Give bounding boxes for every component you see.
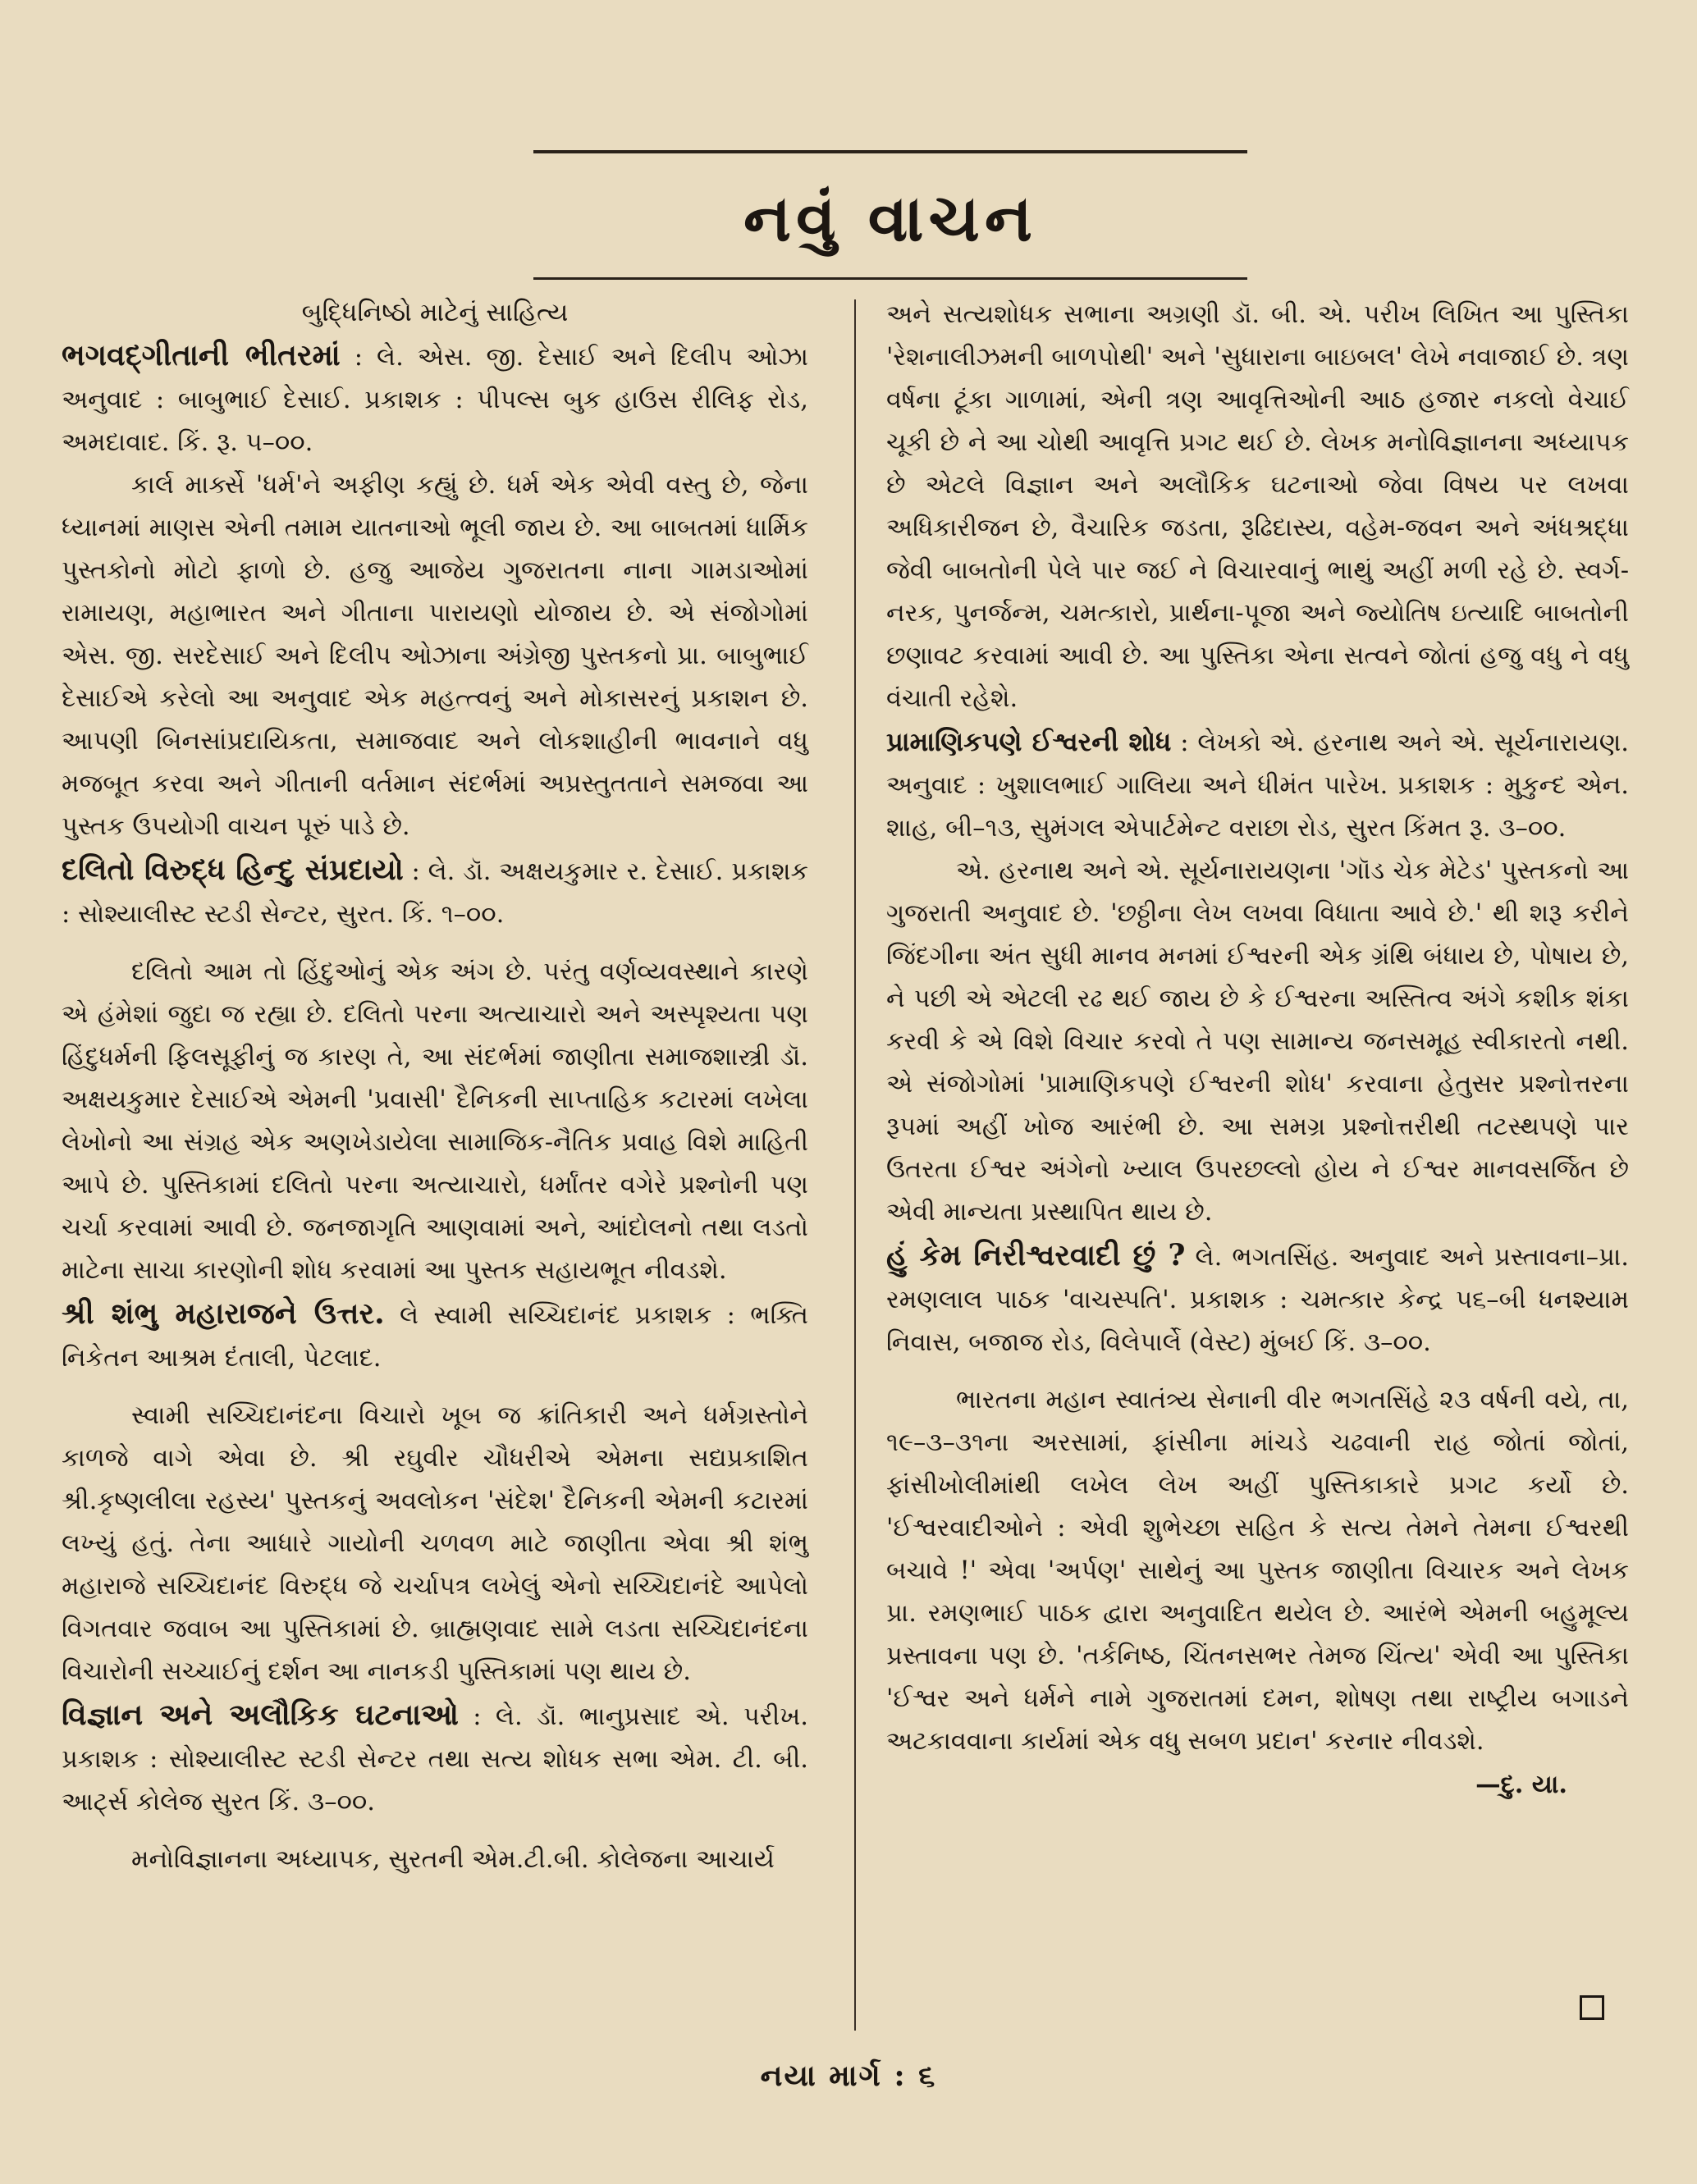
book-details: : લે. એસ. જી. દેસાઈ અને દિલીપ ઓઝા અનુવાદ : બાબુભાઈ દેસાઈ. પ્રકાશક : પીપલ્સ બુક હાઉસ રીલિફ રોડ, અમદાવાદ. કિં. રૂ. ૫–૦૦.: [62, 343, 809, 457]
book-title: હું કેમ નિરીશ્વરવાદી છું ?: [886, 1238, 1186, 1272]
reviewer-signature: —દુ. યા.: [1475, 1770, 1567, 1799]
book-review: કાર્લ માર્ક્સે 'ધર્મ'ને અફીણ કહ્યું છે. ધર્મ એક એવી વસ્તુ છે, જેના ધ્યાનમાં માણસ એની તમામ યાતનાઓ ભૂલી જાય છે. આ બાબતમાં ધાર્મિક પુસ્તકોનો મોટો ફાળો છે. હજુ આજેય ગુજરાતના નાના ગામડાઓમાં રામાયણ, મહાભારત અને ગીતાના પારાયણો યોજાય છે. એ સંજોગોમાં એસ. જી. સરદેસાઈ અને દિલીપ ઓઝાના અંગ્રેજી પુસ્તકનો પ્રા. બાબુભાઈ દેસાઈએ કરેલો આ અનુવાદ એક મહત્ત્વનું અને મોકાસરનું પ્રકાશન છે. આપણી બિનસાંપ્રદાયિકતા, સમાજવાદ અને લોકશાહીની ભાવનાને વધુ મજબૂત કરવા અને ગીતાની વર્તમાન સંદર્ભમાં અપ્રસ્તુતતાને સમજવા આ પુસ્તક ઉપયોગી વાચન પૂરું પાડે છે.: [62, 471, 808, 841]
book-details: : લેખકો એ. હરનાથ અને એ. સૂર્યનારાયણ. અનુવાદ : ખુશાલભાઈ ગાલિયા અને ધીમંત પારેખ. પ્રકાશક : મુકુન્દ એન. શાહ, બી–૧૩, સુમંગલ એપાર્ટમેન્ટ વરાછા રોડ, સુરત કિંમત રૂ. ૩–૦૦.: [886, 729, 1629, 843]
page-title: નવું વાચન: [743, 181, 1038, 256]
book-details: લે સ્વામી સચ્ચિદાનંદ પ્રકાશક : ભક્તિ નિકેતન આશ્રમ દંતાલી, પેટલાદ.: [62, 1301, 808, 1373]
book-title: વિજ્ઞાન અને અલૌકિક ઘટનાઓ: [62, 1697, 459, 1732]
masthead-top-rule: [533, 150, 1247, 153]
book-entry-dalito: [62, 848, 808, 936]
right-column: [886, 294, 1629, 1806]
book-review: દલિતો આમ તો હિંદુઓનું એક અંગ છે. પરંતુ વર્ણવ્યવસ્થાને કારણે એ હંમેશાં જુદા જ રહ્યા છે. દલિતો પરના અત્યાચારો અને અસ્પૃશ્યતા પણ હિંદુધર્મની ફિલસૂફીનું જ કારણ તે, આ સંદર્ભમાં જાણીતા સમાજશાસ્ત્રી ડૉ. અક્ષયકુમાર દેસાઈએ એમની 'પ્રવાસી' દૈનિકની સાપ્તાહિક કટારમાં લખેલા લેખોનો આ સંગ્રહ એક અણખેડાયેલા સામાજિક-નૈતિક પ્રવાહ વિશે માહિતી આપે છે. પુસ્તિકામાં દલિતો પરના અત્યાચારો, ધર્માંતર વગેરે પ્રશ્નોની પણ ચર્ચા કરવામાં આવી છે. જનજાગૃતિ આણવામાં અને, આંદોલનો તથા લડતો માટેના સાચા કારણોની શોધ કરવામાં આ પુસ્તક સહાયભૂત નીવડશે.: [62, 957, 808, 1285]
book-review-continued: અને સત્યશોધક સભાના અગ્રણી ડૉ. બી. એ. પરીખ લિખિત આ પુસ્તિકા 'રેશનાલીઝમની બાળપોથી' અને 'સુધારાના બાઇબલ' લેખે નવાજાઈ છે. ત્રણ વર્ષના ટૂંકા ગાળામાં, એની ત્રણ આવૃત્તિઓની આઠ હજાર નકલો વેચાઈ ચૂકી છે ને આ ચોથી આવૃત્તિ પ્રગટ થઈ છે. લેખક મનોવિજ્ઞાનના અધ્યાપક છે એટલે વિજ્ઞાન અને અલૌકિક ઘટનાઓ જેવા વિષય પર લખવા અધિકારીજન છે, વૈચારિક જડતા, રૂઢિદાસ્ય, વહેમ-જવન અને અંધશ્રદ્ધા જેવી બાબતોની પેલે પાર જઈ ને વિચારવાનું ભાથું અહીં મળી રહે છે. સ્વર્ગ-નરક, પુનર્જન્મ, ચમત્કારો, પ્રાર્થના-પૂજા અને જ્યોતિષ ઇત્યાદિ બાબતોની છણાવટ કરવામાં આવી છે. આ પુસ્તિકા એના સત્વને જોતાં હજુ વધુ ને વધુ વંચાતી રહેશે.: [886, 300, 1629, 713]
masthead-bottom-rule: [533, 277, 1247, 280]
end-mark-square: [1580, 1995, 1604, 2020]
book-entry-shambhu-maharaj: [62, 1292, 808, 1380]
book-review: એ. હરનાથ અને એ. સૂર્યનારાયણના 'ગૉડ ચેક મેટેડ' પુસ્તકનો આ ગુજરાતી અનુવાદ છે. 'છઠ્ઠીના લેખ લખવા વિધાતા આવે છે.' થી શરૂ કરીને જિંદગીના અંત સુધી માનવ મનમાં ઈશ્વરની એક ગ્રંથિ બંધાય છે, પોષાય છે, ને પછી એ એટલી રઢ થઈ જાય છે કે ઈશ્વરના અસ્તિત્વ અંગે કશીક શંકા કરવી કે એ વિશે વિચાર કરવો તે પણ સામાન્ય જનસમૂહ સ્વીકારતો નથી. એ સંજોગોમાં 'પ્રામાણિકપણે ઈશ્વરની શોધ' કરવાના હેતુસર પ્રશ્નોત્તરના રૂપમાં અહીં ખોજ આરંભી છે. આ સમગ્ર પ્રશ્નોત્તરીથી તટસ્થપણે પાર ઉતરતા ઈશ્વર અંગેનો ખ્યાલ ઉપરછલ્લો હોય ને ઈશ્વર માનવસર્જિત છે એવી માન્યતા પ્રસ્થાપિત થાય છે.: [886, 857, 1629, 1227]
book-review: મનોવિજ્ઞાનના અધ્યાપક, સુરતની એમ.ટી.બી. કોલેજના આચાર્ય: [131, 1845, 775, 1874]
book-details: : લે. ડૉ. ભાનુપ્રસાદ એ. પરીખ. પ્રકાશક : સોશ્યાલીસ્ટ સ્ટડી સેન્ટર તથા સત્ય શોધક સભા એમ. ટી. બી. આર્ટ્સ કોલેજ સુરત કિં. ૩–૦૦.: [62, 1702, 808, 1816]
book-entry-vigyan: [62, 1693, 808, 1824]
book-entry-nirishwarvadi: [886, 1234, 1629, 1364]
book-title: ભગવદ્ગીતાની ભીતરમાં: [62, 338, 341, 372]
book-details: લે. ભગતસિંહ. અનુવાદ અને પ્રસ્તાવના–પ્રા. રમણલાલ પાઠક 'વાચસ્પતિ'. પ્રકાશક : ચમત્કાર કેન્દ્ર ૫૬–બી ધનશ્યામ નિવાસ, બજાજ રોડ, વિલેપાર્લે (વેસ્ટ) મુંબઈ કિં. ૩–૦૦.: [886, 1243, 1629, 1357]
book-title: પ્રામાણિકપણે ઈશ્વરની શોધ: [886, 726, 1172, 757]
book-details: : લે. ડૉ. અક્ષયકુમાર ર. દેસાઈ. પ્રકાશક : સોશ્યાલીસ્ટ સ્ટડી સેન્ટર, સુરત. કિં. ૧–૦૦.: [62, 857, 808, 929]
book-title: શ્રી શંભુ મહારાજને ઉત્તર.: [62, 1296, 385, 1331]
book-review: સ્વામી સચ્ચિદાનંદના વિચારો ખૂબ જ ક્રાંતિકારી અને ધર્મગ્રસ્તોને કાળજે વાગે એવા છે. શ્રી રઘુવીર ચૌધરીએ એમના સદ્યપ્રકાશિત શ્રી.કૃષ્ણલીલા રહસ્ય' પુસ્તકનું અવલોકન 'સંદેશ' દૈનિકની એમની કટારમાં લખ્યું હતું. તેના આધારે ગાયોની ચળવળ માટે જાણીતા એવા શ્રી શંભુ મહારાજે સચ્ચિદાનંદ વિરુદ્ધ જે ચર્ચાપત્ર લખેલું એનો સચ્ચિદાનંદે આપેલો વિગતવાર જવાબ આ પુસ્તિકામાં છે. બ્રાહ્મણવાદ સામે લડતા સચ્ચિદાનંદના વિચારોની સચ્ચાઈનું દર્શન આ નાનકડી પુસ્તિકામાં પણ થાય છે.: [62, 1401, 808, 1686]
book-review: ભારતના મહાન સ્વાતંત્ર્ય સેનાની વીર ભગતસિંહે ૨૩ વર્ષની વયે, તા, ૧૯–૩–૩૧ના અરસામાં, ફાંસીના માંચડે ચઢવાની રાહ જોતાં જોતાં, ફાંસીખોલીમાંથી લખેલ લેખ અહીં પુસ્તિકાકારે પ્રગટ કર્યો છે. 'ઈશ્વરવાદીઓને : એવી શુભેચ્છા સહિત કે સત્ય તેમને તેમના ઈશ્વરથી બચાવે !' એવા 'અર્પણ' સાથેનું આ પુસ્તક જાણીતા વિચારક અને લેખક પ્રા. રમણભાઈ પાઠક દ્વારા અનુવાદિત થયેલ છે. આરંભે એમની બહુમૂલ્ય પ્રસ્તાવના પણ છે. 'તર્કનિષ્ઠ, ચિંતનસભર તેમજ ચિંત્ય' એવી આ પુસ્તિકા 'ઈશ્વર અને ધર્મને નામે ગુજરાતમાં દમન, શોષણ તથા રાષ્ટ્રીય બગાડને અટકાવવાના કાર્યમાં એક વધુ સબળ પ્રદાન' કરનાર નીવડશે.: [886, 1386, 1629, 1756]
book-entry-ishwar-shodh: [886, 720, 1629, 850]
section-heading: બુદ્ધિનિષ્ઠો માટેનું સાહિત્ય: [301, 298, 569, 327]
book-title: દલિતો વિરુદ્ધ હિન્દુ સંપ્રદાયો: [62, 852, 404, 887]
book-entry-bhagavadgita: [62, 334, 808, 464]
left-column: [62, 291, 808, 1881]
page-footer: નયા માર્ગ : ૬: [760, 2058, 937, 2093]
column-divider: [854, 299, 856, 2031]
